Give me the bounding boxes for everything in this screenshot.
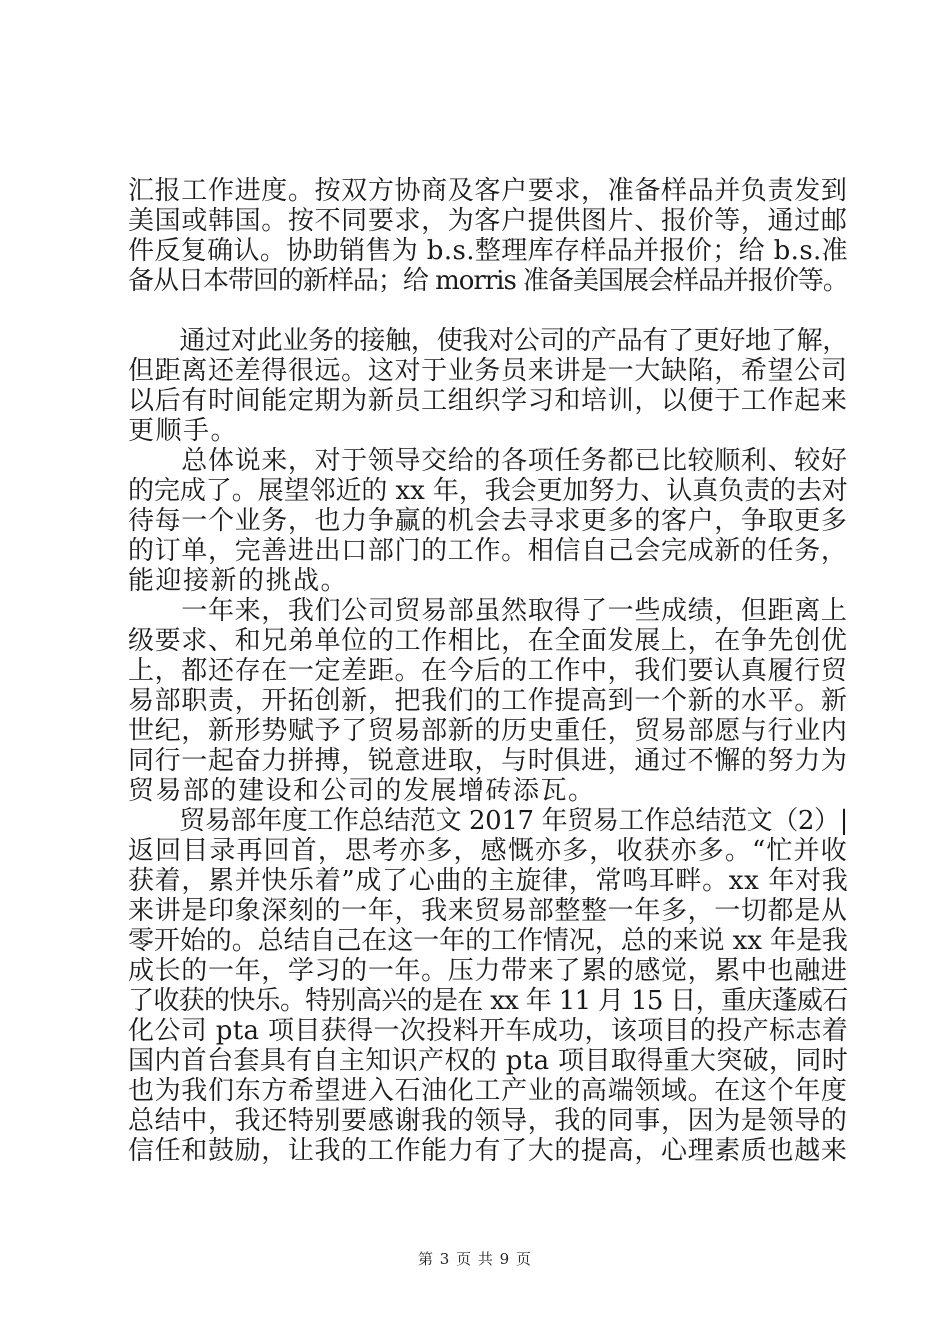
text-line: 总体说来，对于领导交给的各项任务都已比较顺利、较好 xyxy=(128,446,848,476)
text-line: 更顺手。 xyxy=(128,416,239,446)
text-line: 信任和鼓励，让我的工作能力有了大的提高，心理素质也越来 xyxy=(128,1136,848,1166)
text-line: 国内首台套具有自主知识产权的 pta 项目取得重大突破，同时 xyxy=(128,1046,849,1076)
text-line: 化公司 pta 项目获得一次投料开车成功，该项目的投产标志着 xyxy=(128,1016,849,1046)
page-number-footer: 第 3 页 共 9 页 xyxy=(418,1250,532,1268)
text-line: 零开始的。总结自己在这一年的工作情况，总的来说 xx 年是我 xyxy=(128,926,848,956)
text-line: 总结中，我还特别要感谢我的领导，我的同事，因为是领导的 xyxy=(128,1106,848,1136)
text-line: 返回目录再回首，思考亦多，感慨亦多，收获亦多。“忙并收 xyxy=(128,836,848,866)
document-body xyxy=(128,176,848,1166)
text-line: 成长的一年，学习的一年。压力带来了累的感觉，累中也融进 xyxy=(128,956,848,986)
text-line: 的完成了。展望邻近的 xx 年，我会更加努力、认真负责的去对 xyxy=(128,476,848,506)
text-line: 件反复确认。协助销售为 b.s.整理库存样品并报价；给 b.s.准 xyxy=(128,236,849,266)
text-line: 世纪，新形势赋予了贸易部新的历史重任，贸易部愿与行业内 xyxy=(128,716,848,746)
text-line: 贸易部年度工作总结范文 2017 年贸易工作总结范文（2）| xyxy=(128,806,848,836)
text-line xyxy=(128,296,848,326)
text-line: 了收获的快乐。特别高兴的是在 xx 年 11 月 15 日，重庆蓬威石 xyxy=(128,986,848,1016)
text-line: 一年来，我们公司贸易部虽然取得了一些成绩，但距离上 xyxy=(128,596,848,626)
text-line: 美国或韩国。按不同要求，为客户提供图片、报价等，通过邮 xyxy=(128,206,848,236)
text-line: 级要求、和兄弟单位的工作相比，在全面发展上，在争先创优 xyxy=(128,626,848,656)
text-line: 的订单，完善进出口部门的工作。相信自己会完成新的任务， xyxy=(128,536,848,566)
text-line: 获着，累并快乐着”成了心曲的主旋律，常鸣耳畔。xx 年对我 xyxy=(128,866,849,896)
text-line: 但距离还差得很远。这对于业务员来讲是一大缺陷，希望公司 xyxy=(128,356,848,386)
text-line: 备从日本带回的新样品；给 morris 准备美国展会样品并报价等。 xyxy=(128,266,848,296)
text-line: 以后有时间能定期为新员工组织学习和培训，以便于工作起来 xyxy=(128,386,848,416)
text-line: 通过对此业务的接触，使我对公司的产品有了更好地了解， xyxy=(128,326,849,356)
text-line: 能迎接新的挑战。 xyxy=(128,566,349,596)
text-line: 来讲是印象深刻的一年，我来贸易部整整一年多，一切都是从 xyxy=(128,896,848,926)
text-line: 待每一个业务，也力争赢的机会去寻求更多的客户，争取更多 xyxy=(128,506,848,536)
text-line: 易部职责，开拓创新，把我们的工作提高到一个新的水平。新 xyxy=(128,686,848,716)
text-line: 贸易部的建设和公司的发展增砖添瓦。 xyxy=(128,776,596,806)
text-line: 汇报工作进度。按双方协商及客户要求，准备样品并负责发到 xyxy=(128,176,848,206)
text-line: 上，都还存在一定差距。在今后的工作中，我们要认真履行贸 xyxy=(128,656,848,686)
text-line: 同行一起奋力拼搏，锐意进取，与时俱进，通过不懈的努力为 xyxy=(128,746,848,776)
text-line: 也为我们东方希望进入石油化工产业的高端领域。在这个年度 xyxy=(128,1076,848,1106)
